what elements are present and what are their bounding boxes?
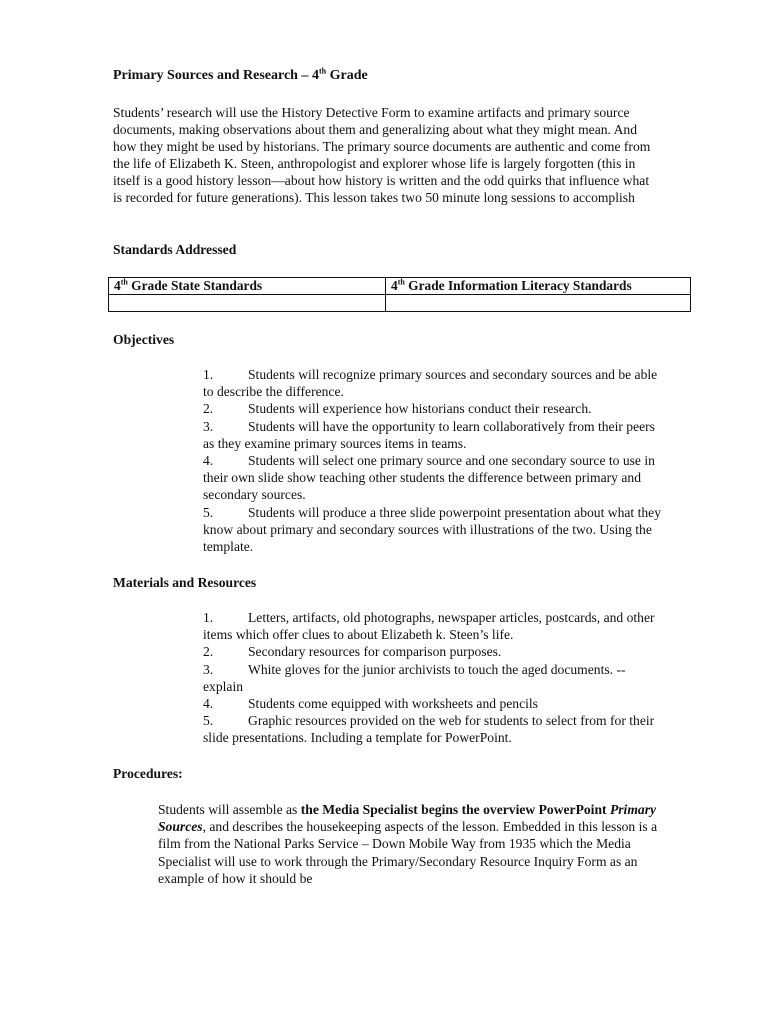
procedures-heading: Procedures: [113, 766, 183, 781]
standards-table [108, 277, 691, 312]
materials-heading: Materials and Resources [113, 575, 257, 590]
standards-heading: Standards Addressed [113, 242, 237, 257]
objectives-list [203, 366, 663, 555]
procedures-paragraph: Students will assemble as the Media Specialist begins the overview PowerPoint Primary Sources, and describes the housekeeping aspects of the lesson. Embedded in this lesson is a film from the National Parks Service – Down Mobile Way from 1935 which the Media Specialist will use to work through the Primary/Secondary Resource Inquiry Form as an example of how it should be [158, 802, 658, 886]
title-text: Primary Sources and Research – 4 [113, 68, 319, 83]
list-item: 4. Students will select one primary source and one secondary source to use in their own slide show teaching other students the difference between primary and secondary sources. [203, 453, 655, 503]
literacy-standards-header: 4th Grade Information Literacy Standards [386, 278, 691, 295]
list-item: 3. Students will have the opportunity to learn collaboratively from their peers as they examine primary sources items in teams. [203, 418, 655, 451]
list-item: 1. Letters, artifacts, old photographs, newspaper articles, postcards, and other items which offer clues to about Elizabeth k. Steen’s life. [203, 610, 655, 643]
list-item: 5. Students will produce a three slide powerpoint presentation about what they know about primary and secondary sources with illustrations of the two. Using the template. [203, 504, 661, 555]
document-title [113, 68, 368, 84]
intro-paragraph: Students’ research will use the History Detective Form to examine artifacts and primary source documents, making observations about them and generalizing about what they might mean. And how they might be used by historians. The primary source documents are authentic and come from the life of Elizabeth K. Steen, anthropologist and explorer whose life is largely forgotten (this in itself is a good history lesson—about how history is written and the odd quirks that influence what is recorded for future generations). This lesson takes two 50 minute long sessions to accomplish [113, 105, 651, 206]
list-item: 5. Graphic resources provided on the web for students to select from for their slide presentations. Including a template for PowerPoint. [203, 713, 655, 746]
table-header-row [109, 278, 691, 295]
list-item: 4. Students come equipped with worksheets and pencils [203, 696, 538, 712]
title-superscript: th [318, 66, 327, 76]
list-item: 2. Students will experience how historians conduct their research. [203, 401, 592, 417]
list-item: 1. Students will recognize primary sources and secondary sources and be able to describe the difference. [203, 367, 658, 400]
table-empty-row [109, 295, 691, 312]
materials-list [203, 609, 663, 747]
table-cell [386, 295, 691, 312]
title-suffix: Grade [326, 68, 368, 83]
objectives-heading: Objectives [113, 332, 175, 347]
table-cell [109, 295, 386, 312]
list-item: 3. White gloves for the junior archivists to touch the aged documents. -- explain [203, 661, 626, 694]
list-item: 2. Secondary resources for comparison purposes. [203, 644, 502, 660]
state-standards-header: 4th Grade State Standards [109, 278, 386, 295]
